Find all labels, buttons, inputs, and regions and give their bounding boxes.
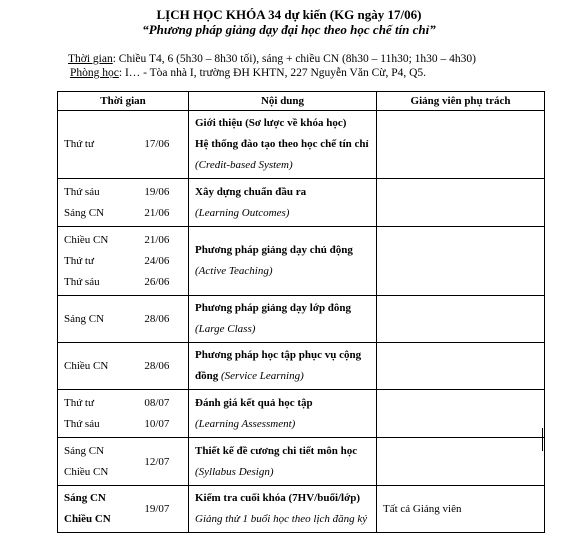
content-line: Đánh giá kết quả học tập [195,396,313,409]
row-teacher [377,179,545,227]
content-line: Thiết kế đề cương chi tiết môn học [195,444,358,457]
row-day: Sáng CN [64,312,105,325]
row-date: 28/06 [144,359,170,372]
row-teacher [377,296,545,343]
row-date: 12/07 [144,455,170,468]
table-row [58,111,545,179]
row-day: Sáng CN [64,444,105,457]
content-line: (Learning Assessment) [195,417,296,430]
row-teacher [377,390,545,438]
header-time: Thời gian [58,92,189,111]
row-content [189,438,377,486]
content-line: Giảng thử 1 buổi học theo lịch đăng ký [195,513,368,525]
room-label: Phòng học [70,67,119,79]
row-time [58,390,189,438]
row-content [189,227,377,296]
row-day: Sáng CN [64,492,106,504]
row-teacher [377,438,545,486]
schedule-table [57,91,545,533]
row-teacher [377,343,545,390]
row-day: Thứ sáu [64,275,100,288]
row-day: Chiều CN [64,359,109,372]
row-date: 26/06 [144,275,170,288]
table-row [58,390,545,438]
row-content [189,296,377,343]
row-teacher [377,227,545,296]
row-day: Thứ sáu [64,185,100,198]
row-time [58,486,189,533]
content-line: Giới thiệu (Sơ lược về khóa học) [195,117,347,129]
row-date: 21/06 [144,206,170,219]
table-row [58,227,545,296]
content-line: (Large Class) [195,323,256,335]
document-subtitle: “Phương pháp giảng dạy đại học theo học chế tín chỉ” [142,22,436,37]
row-date: 19/07 [144,503,170,515]
room-value: : I… - Tòa nhà I, trường ĐH KHTN, 227 Nguyễn Văn Cừ, P4, Q5. [118,67,427,79]
row-day: Thứ sáu [64,417,100,430]
row-date: 24/06 [144,254,170,267]
row-day: Chiều CN [64,513,111,525]
time-label: Thời gian [68,53,113,65]
margin-line [542,428,543,451]
row-time [58,438,189,486]
table-header-row [58,92,545,111]
row-day: Thứ tư [64,138,94,150]
row-date: 21/06 [144,233,170,246]
content-line: (Credit-based System) [195,159,293,171]
content-line: (Active Teaching) [195,265,273,277]
content-line: Phương pháp giảng dạy lớp đông [195,302,352,314]
content-line [195,366,370,387]
row-day: Thứ tư [64,254,94,267]
row-time [58,179,189,227]
document-title: LỊCH HỌC KHÓA 34 dự kiến (KG ngày 17/06) [156,7,422,22]
content-line: Kiểm tra cuối khóa (7HV/buổi/lớp) [195,492,360,504]
row-content [189,390,377,438]
row-date: 08/07 [144,396,170,409]
row-day: Thứ tư [64,396,94,409]
row-content [189,486,377,533]
table-row [58,438,545,486]
room-info [70,66,426,80]
table-row [58,343,545,390]
row-date: 19/06 [144,185,170,198]
row-day: Chiều CN [64,233,109,246]
content-line: Phương pháp giảng dạy chủ động [195,244,353,256]
content-line: (Learning Outcomes) [195,206,290,219]
row-teacher [377,111,545,179]
row-time [58,296,189,343]
content-line: Xây dựng chuẩn đầu ra [195,185,307,198]
row-time [58,111,189,179]
row-content [189,179,377,227]
content-line-part: (Service Learning) [221,370,304,382]
content-line-part: đồng [195,370,221,382]
table-row [58,486,545,533]
time-value: : Chiều T4, 6 (5h30 – 8h30 tối), sáng + chiều CN (8h30 – 11h30; 1h30 – 4h30) [112,53,477,65]
row-time [58,343,189,390]
row-content [189,111,377,179]
row-time [58,227,189,296]
row-content [189,343,377,390]
header-content: Nội dung [189,92,377,111]
row-teacher: Tất cả Giảng viên [377,486,545,533]
row-date: 28/06 [144,312,170,325]
table-row [58,296,545,343]
row-date: 17/06 [144,138,170,150]
header-teacher: Giảng viên phụ trách [377,92,545,111]
content-line: Phương pháp học tập phục vụ cộng [195,349,362,361]
content-line: Hệ thống đào tạo theo học chế tín chỉ [195,138,369,150]
row-day: Sáng CN [64,206,105,219]
row-day: Chiều CN [64,465,109,478]
time-info [68,52,476,66]
content-line: (Syllabus Design) [195,465,274,478]
row-date: 10/07 [144,417,170,430]
table-row [58,179,545,227]
